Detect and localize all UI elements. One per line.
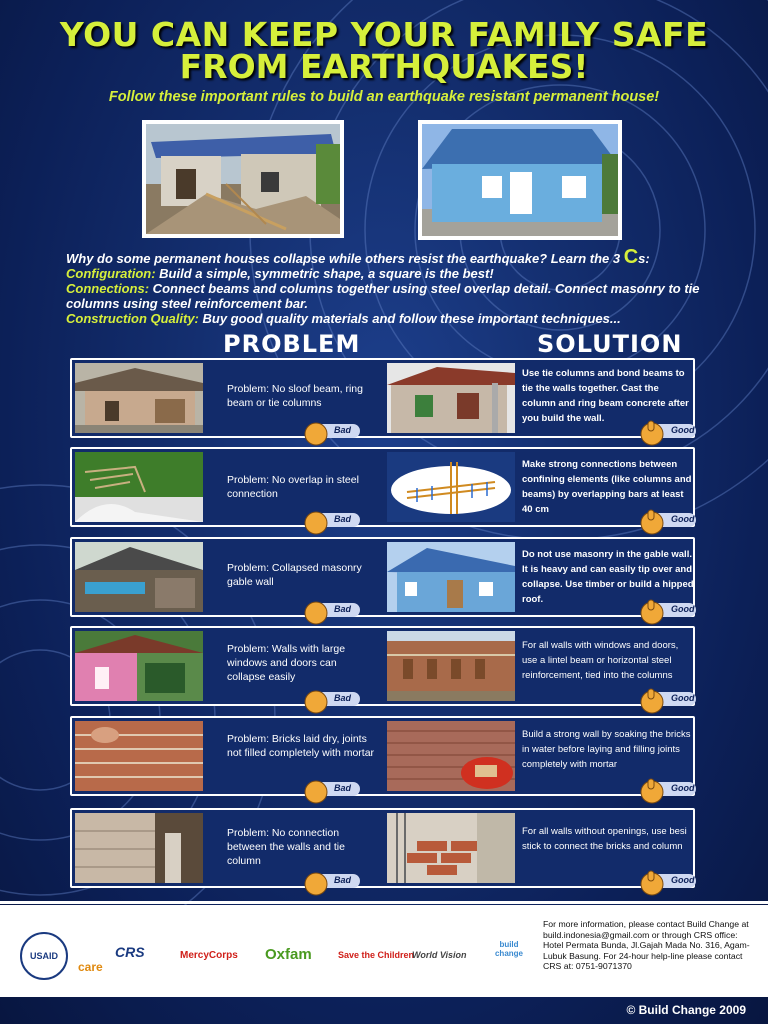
good-label-3: Good (671, 604, 695, 614)
care-logo: care (78, 960, 103, 974)
bad-badge-6 (304, 868, 362, 898)
connections-line: Connections: Connect beams and columns together using steel overlap detail. Connect masonry to tie columns using steel reinforcement bar. (66, 281, 700, 311)
footer-divider (0, 901, 768, 904)
title-line-2: FROM EARTHQUAKES! (179, 47, 589, 86)
rule-row-1 (70, 358, 695, 438)
build-change-logo: build change (494, 940, 523, 958)
usaid-logo: USAID (20, 932, 68, 980)
solution-photo-2 (387, 452, 515, 522)
bad-badge-4 (304, 686, 362, 716)
good-badge-2 (640, 507, 698, 537)
problem-photo-5 (75, 721, 203, 791)
intro-question: Why do some permanent houses collapse while others resist the earthquake? Learn the 3 Cs: (66, 246, 650, 268)
world-vision-logo: World Vision (412, 950, 467, 960)
bad-badge-5 (304, 776, 362, 806)
problem-photo-6 (75, 813, 203, 883)
solution-heading: SOLUTION (537, 330, 683, 358)
good-badge-5 (640, 776, 698, 806)
bad-label-4: Bad (334, 693, 352, 703)
bad-label-1: Bad (334, 425, 352, 435)
rule-row-6 (70, 808, 695, 888)
good-badge-1 (640, 418, 698, 448)
problem-photo-3 (75, 542, 203, 612)
bad-badge-3 (304, 597, 362, 627)
rule-row-3 (70, 537, 695, 617)
bad-label-3: Bad (334, 604, 352, 614)
subtitle: Follow these important rules to build an earthquake resistant permanent house! (108, 89, 660, 105)
solution-photo-4 (387, 631, 515, 701)
good-label-4: Good (671, 693, 695, 703)
solution-text-2: Make strong connections between confining elements (like columns and beams) by overlapping bars at least 40 cm (522, 459, 692, 515)
solution-text-1: Use tie columns and bond beams to tie the walls together. Cast the column and ring beam concrete after you build the wall. (522, 368, 689, 424)
problem-text-2: Problem: No overlap in steel connection (227, 474, 359, 500)
problem-photo-1 (75, 363, 203, 433)
contact-info: For more information, please contact Build Change at build.indonesia@gmail.com or through CRS office: Hotel Permata Bunda, Jl.Gajah Mada No. 316, Agam-Lubuk Basung. For 24-hour help-line please contact CRS at: 0751-9071370 (543, 919, 750, 972)
problem-text-5: Problem: Bricks laid dry, joints not filled completely with mortar (227, 733, 375, 759)
good-label-6: Good (671, 875, 695, 885)
collapsed-house-photo (142, 120, 344, 238)
intro-text (66, 246, 746, 326)
good-badge-4 (640, 686, 698, 716)
good-label-5: Good (671, 783, 695, 793)
problem-text-6: Problem: No connection between the walls and tie column (227, 827, 345, 867)
bad-label-6: Bad (334, 875, 352, 885)
solution-text-4: For all walls with windows and doors, use a lintel beam or horizontal steel reinforcement, tied into the columns (522, 640, 679, 681)
save-the-children-logo: Save the Children (338, 950, 415, 960)
problem-text-3: Problem: Collapsed masonry gable wall (227, 562, 362, 588)
oxfam-logo: Oxfam (265, 946, 312, 963)
bad-badge-1 (304, 418, 362, 448)
configuration-line: Configuration: Build a simple, symmetric shape, a square is the best! (66, 266, 494, 281)
crs-logo: CRS (115, 944, 145, 960)
problem-heading: PROBLEM (223, 330, 361, 358)
title-line-1: YOU CAN KEEP YOUR FAMILY SAFE (59, 15, 709, 54)
bad-label-5: Bad (334, 783, 352, 793)
problem-photo-2 (75, 452, 203, 522)
quality-line: Construction Quality: Buy good quality materials and follow these important techniques... (66, 311, 621, 326)
good-label-1: Good (671, 425, 695, 435)
solution-text-5: Build a strong wall by soaking the bricks in water before laying and filling joints completely with mortar (522, 729, 691, 770)
solution-photo-3 (387, 542, 515, 612)
problem-photo-4 (75, 631, 203, 701)
solution-photo-5 (387, 721, 515, 791)
good-badge-3 (640, 597, 698, 627)
mercycorps-logo: MercyCorps (180, 950, 238, 961)
rule-row-4 (70, 626, 695, 706)
footer (0, 905, 768, 997)
rule-row-5 (70, 716, 695, 796)
partner-logos (20, 930, 530, 980)
solution-photo-6 (387, 813, 515, 883)
safe-house-photo (418, 120, 622, 240)
solution-text-6: For all walls without openings, use besi stick to connect the bricks and column (522, 826, 687, 852)
rule-row-2 (70, 447, 695, 527)
solution-photo-1 (387, 363, 515, 433)
solution-text-3: Do not use masonry in the gable wall. It is heavy and can easily tip over and collapse. Use timber or build a hipped roof. (522, 549, 694, 605)
good-label-2: Good (671, 514, 695, 524)
problem-text-4: Problem: Walls with large windows and doors can collapse easily (227, 643, 346, 683)
copyright: © Build Change 2009 (626, 1003, 746, 1017)
problem-text-1: Problem: No sloof beam, ring beam or tie columns (227, 383, 363, 409)
bad-badge-2 (304, 507, 362, 537)
bad-label-2: Bad (334, 514, 352, 524)
good-badge-6 (640, 868, 698, 898)
